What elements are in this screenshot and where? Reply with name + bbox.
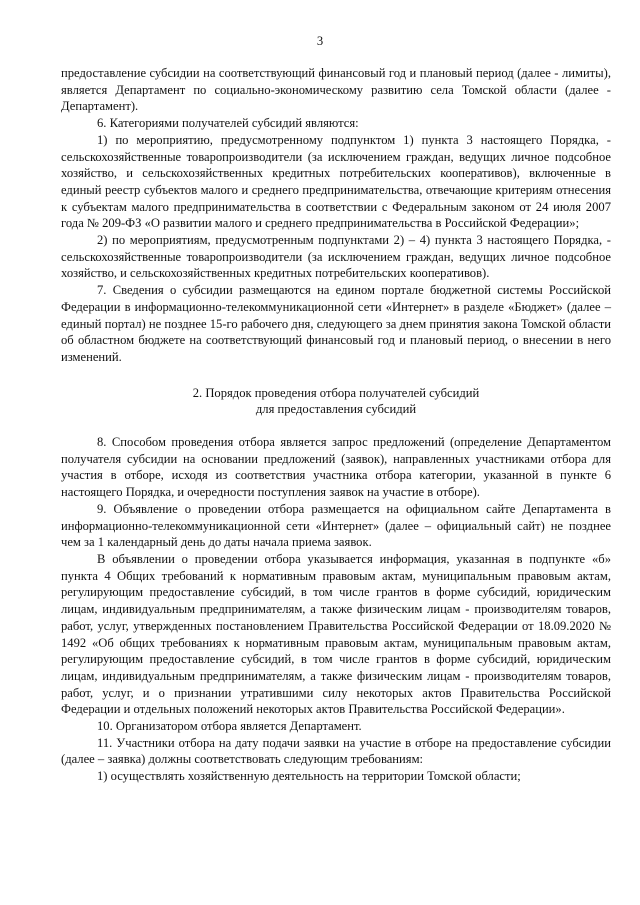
section-heading-line-1: 2. Порядок проведения отбора получателей субсидий xyxy=(192,385,480,400)
paragraph-10: 10. Организатором отбора является Департамент. xyxy=(97,719,362,734)
paragraph-6-item-2: 2) по мероприятиям, предусмотренным подпунктами 2) – 4) пункта 3 настоящего Порядка, - сельскохозяйственные товаропроизводители (за исключением граждан, ведущих личное подсобное хозяйство, и сельскохозяйственных кредитных потребительских кооперативов). xyxy=(61,233,611,281)
paragraph-6: 6. Категориями получателей субсидий являются: xyxy=(97,116,359,131)
document-body xyxy=(61,65,611,785)
section-heading-line-2: для предоставления субсидий xyxy=(255,402,417,417)
paragraph-11: 11. Участники отбора на дату подачи заявки на участие в отборе на предоставление субсидии (далее – заявка) должны соответствовать следующим требованиям: xyxy=(61,735,611,767)
section-heading xyxy=(61,385,611,418)
paragraph-11-item-1: 1) осуществлять хозяйственную деятельность на территории Томской области; xyxy=(97,769,521,784)
page-number: 3 xyxy=(316,34,324,48)
paragraph-continuation: предоставление субсидии на соответствующий финансовый год и плановый период (далее - лимиты), является Департамент по социально-экономическому развитию села Томской области (далее - Департамент). xyxy=(61,66,611,114)
paragraph-9: 9. Объявление о проведении отбора размещается на официальном сайте Департамента в информационно-телекоммуникационной сети «Интернет» (далее – официальный сайт) не позднее чем за 1 календарный день до даты начала приема заявок. xyxy=(61,501,611,550)
paragraph-6-item-1: 1) по мероприятию, предусмотренному подпунктом 1) пункта 3 настоящего Порядка, - сельскохозяйственные товаропроизводители (за исключением граждан, ведущих личное подсобное хозяйство, и сельскохозяйственных кредитных потребительских кооперативов), включенные в единый реестр субъектов малого и среднего предпринимательства, отвечающие критериям отнесения к субъектам малого предпринимательства в соответствии с Федеральным законом от 24 июля 2007 года № 209-ФЗ «О развитии малого и среднего предпринимательства в Российской Федерации»; xyxy=(61,132,611,231)
paragraph-7: 7. Сведения о субсидии размещаются на едином портале бюджетной системы Российской Федерации в информационно-телекоммуникационной сети «Интернет» в разделе «Бюджет» (далее – единый портал) не позднее 15-го рабочего дня, следующего за днем принятия закона Томской области об областном бюджете на соответствующий финансовый год и плановый период, о внесении в него изменений. xyxy=(61,283,611,364)
paragraph-9-announcement: В объявлении о проведении отбора указывается информация, указанная в подпункте «б» пункта 4 Общих требований к нормативным правовым актам, муниципальным правовым актам, регулирующим предоставление субсидий, в том числе грантов в форме субсидий, юридическим лицам, индивидуальным предпринимателям, а также физическим лицам - производителям товаров, работ, услуг, утвержденных постановлением Правительства Российской Федерации от 18.09.2020 № 1492 «Об общих требованиях к нормативным правовым актам, муниципальным правовым актам, регулирующим предоставление субсидий, в том числе грантов в форме субсидий, юридическим лицам, индивидуальным предпринимателям, а также физическим лицам - производителям товаров, работ, услуг, и о признании утратившими силу некоторых актов Правительства Российской Федерации и отдельных положений некоторых актов Правительства Российской Федерации». xyxy=(61,551,611,717)
paragraph-8: 8. Способом проведения отбора является запрос предложений (определение Департаментом получателя субсидии на основании предложений (заявок), направленных участниками отбора для участия в отборе, исходя из соответствия участника отбора категории, указанной в пункте 6 настоящего Порядка, и очередности поступления заявок на участие в отборе). xyxy=(61,435,611,500)
